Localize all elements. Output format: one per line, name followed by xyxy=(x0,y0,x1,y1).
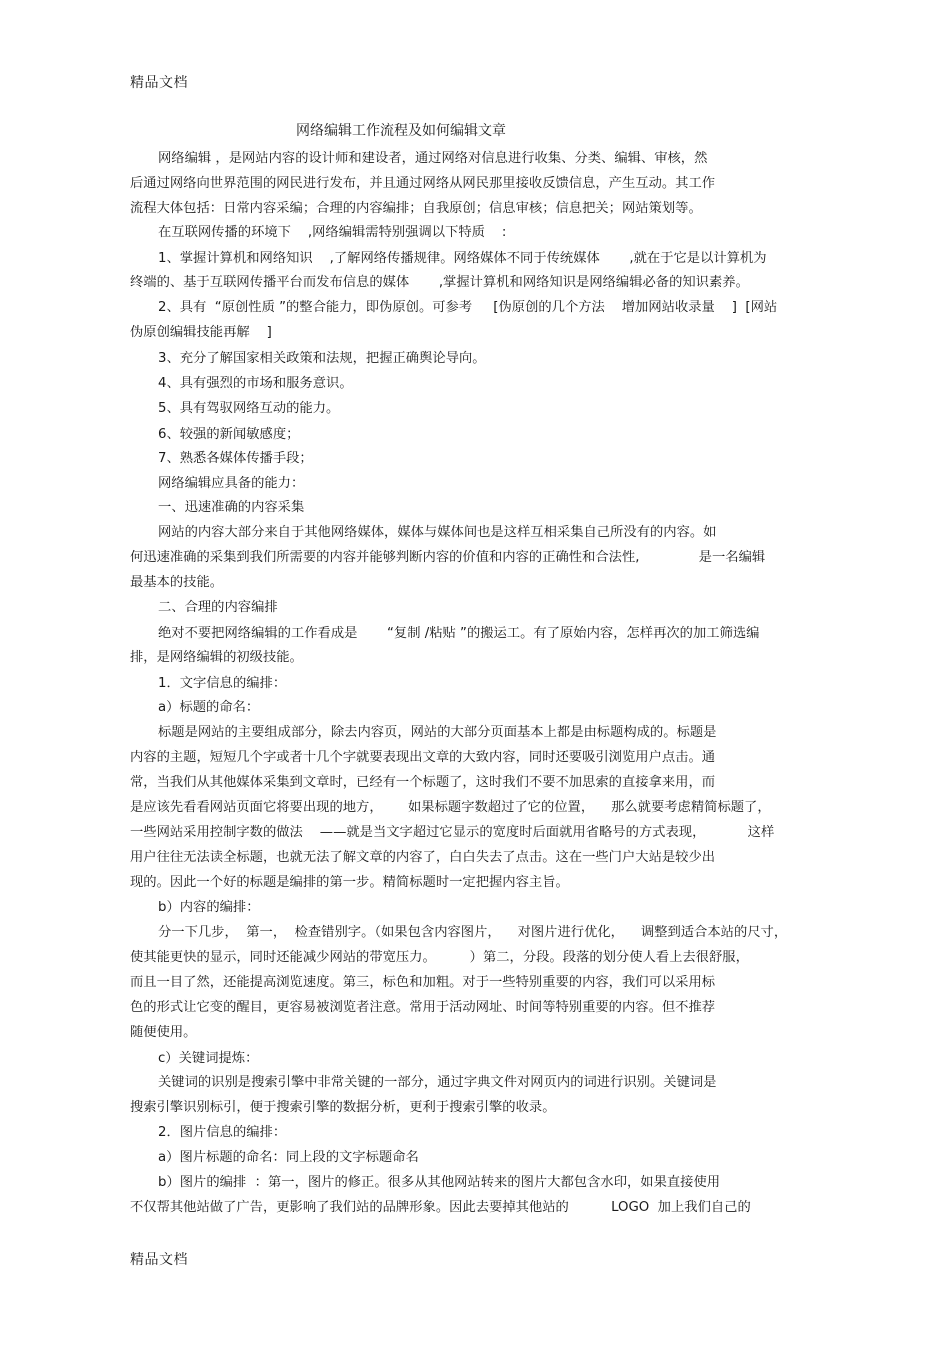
text-line: 网站的内容大部分来自于其他网络媒体，媒体与媒体间也是这样互相采集自己所没有的内容。如 xyxy=(158,525,717,540)
page-header: 精品文档 xyxy=(130,75,188,91)
text-line: 伪原创编辑技能再解 ] xyxy=(130,325,272,340)
text-line: a）标题的命名： xyxy=(158,700,260,715)
text-line: 3、充分了解国家相关政策和法规，把握正确舆论导向。 xyxy=(158,351,486,366)
text-line: 6、较强的新闻敏感度； xyxy=(158,427,300,442)
text-line: 7、熟悉各媒体传播手段； xyxy=(158,451,313,466)
text-line: 网络编辑 ，是网站内容的设计师和建设者，通过网络对信息进行收集、分类、编辑、审核，然 xyxy=(158,151,708,166)
text-line: 标题是网站的主要组成部分，除去内容页，网站的大部分页面基本上都是由标题构成的。标题是 xyxy=(158,725,717,740)
text-line: 2、具有 “原创性质 ”的整合能力，即伪原创。可参考 [伪原创的几个方法 增加网站收录量 ] [网站 xyxy=(158,300,778,315)
text-line: 后通过网络向世界范围的网民进行发布，并且通过网络从网民那里接收反馈信息，产生互动。其工作 xyxy=(130,176,716,191)
page-footer: 精品文档 xyxy=(130,1252,188,1268)
text-line: c）关键词提炼： xyxy=(158,1051,259,1066)
text-line: 使其能更快的显示，同时还能减少网站的带宽压力。 ）第二，分段。段落的划分使人看上去很舒服， xyxy=(130,950,749,965)
text-line: 色的形式让它变的醒目，更容易被浏览者注意。常用于活动网址、时间等特别重要的内容。但不推荐 xyxy=(130,1000,716,1015)
text-line: 关键词的识别是搜索引擎中非常关键的一部分，通过字典文件对网页内的词进行识别。关键词是 xyxy=(158,1075,717,1090)
text-line: 4、具有强烈的市场和服务意识。 xyxy=(158,376,353,391)
text-line: 内容的主题，短短几个字或者十几个字就要表现出文章的大致内容，同时还要吸引浏览用户点击。通 xyxy=(130,750,716,765)
text-line: 1、掌握计算机和网络知识 ,了解网络传播规律。网络媒体不同于传统媒体 ,就在于它是以计算机为 xyxy=(158,251,767,266)
text-line: 一、迅速准确的内容采集 xyxy=(158,500,305,515)
text-line: 用户往往无法读全标题，也就无法了解文章的内容了，白白失去了点击。这在一些门户大站是较少出 xyxy=(130,850,716,865)
text-line: 不仅帮其他站做了广告，更影响了我们站的品牌形象。因此去要掉其他站的 LOGO 加上我们自己的 xyxy=(130,1200,751,1215)
text-line: 2．图片信息的编排： xyxy=(158,1125,287,1140)
text-line: 分一下几步， 第一， 检查错别字。（如果包含内容图片， 对图片进行优化， 调整到适合本站的尺寸， xyxy=(158,925,788,940)
text-line: 现的。因此一个好的标题是编排的第一步。精简标题时一定把握内容主旨。 xyxy=(130,875,569,890)
text-line: 排，是网络编辑的初级技能。 xyxy=(130,650,303,665)
text-line: 随便使用。 xyxy=(130,1025,197,1040)
document-title: 网络编辑工作流程及如何编辑文章 xyxy=(296,123,506,139)
text-line: 5、具有驾驭网络互动的能力。 xyxy=(158,401,340,416)
text-line: 搜索引擎识别标引，便于搜索引擎的数据分析，更利于搜索引擎的收录。 xyxy=(130,1100,556,1115)
text-line: 而且一目了然，还能提高浏览速度。第三，标色和加粗。对于一些特别重要的内容，我们可以采用标 xyxy=(130,975,716,990)
text-line: 绝对不要把网络编辑的工作看成是 “复制 /粘贴 ”的搬运工。有了原始内容，怎样再次的加工筛选编 xyxy=(158,626,760,641)
text-line: b）内容的编排： xyxy=(158,900,260,915)
text-line: 流程大体包括：日常内容采编；合理的内容编排；自我原创；信息审核；信息把关；网站策划等。 xyxy=(130,201,702,216)
text-line: 最基本的技能。 xyxy=(130,575,224,590)
text-line: 一些网站采用控制字数的做法 ——就是当文字超过它显示的宽度时后面就用省略号的方式表现， 这样 xyxy=(130,825,775,840)
text-line: 在互联网传播的环境下 ,网络编辑需特别强调以下特质 : xyxy=(158,225,507,240)
text-line: 终端的、基于互联网传播平台而发布信息的媒体 ,掌握计算机和网络知识是网络编辑必备的知识素养。 xyxy=(130,275,749,290)
text-line: a）图片标题的命名：同上段的文字标题命名 xyxy=(158,1150,419,1165)
text-line: 是应该先看看网站页面它将要出现的地方， 如果标题字数超过了它的位置， 那么就要考虑精简标题了， xyxy=(130,800,771,815)
text-line: b）图片的编排 ：第一，图片的修正。很多从其他网站转来的图片大都包含水印，如果直接使用 xyxy=(158,1175,721,1190)
text-line: 何迅速准确的采集到我们所需要的内容并能够判断内容的价值和内容的正确性和合法性, 是一名编辑 xyxy=(130,550,766,565)
text-line: 二、合理的内容编排 xyxy=(158,600,278,615)
text-line: 1．文字信息的编排： xyxy=(158,676,287,691)
text-line: 网络编辑应具备的能力： xyxy=(158,476,305,491)
text-line: 常，当我们从其他媒体采集到文章时，已经有一个标题了，这时我们不要不加思索的直接拿来用，而 xyxy=(130,775,716,790)
